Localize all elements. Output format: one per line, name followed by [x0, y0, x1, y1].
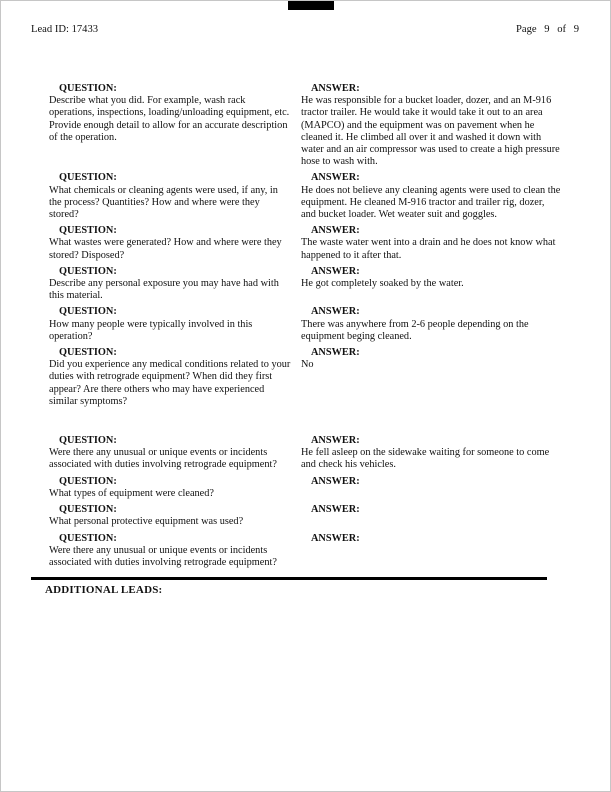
answer-label: ANSWER: [311, 83, 360, 94]
qa-row [49, 347, 561, 408]
question-column [49, 172, 291, 221]
answer-label: ANSWER: [311, 306, 360, 318]
qa-row [49, 476, 561, 500]
question-text: Describe what you did. For example, wash rack operations, inspections, loading/unloading equipment, etc. Provide enough detail to allow for an accurate description of the operation. [49, 95, 290, 143]
answer-column [301, 225, 561, 262]
question-column [49, 83, 291, 168]
question-text: What chemicals or cleaning agents were used, if any, in the process? Quantities? How and where were they stored? [49, 184, 278, 221]
redaction-bar [288, 1, 334, 10]
question-label: QUESTION: [59, 347, 117, 359]
question-text: How many people were typically involved in this operation? [49, 318, 253, 342]
answer-text: He got completely soaked by the water. [301, 278, 464, 290]
question-column [49, 504, 291, 528]
answer-label: ANSWER: [311, 225, 360, 237]
lead-id: Lead ID: 17433 [31, 24, 99, 35]
additional-leads-label: ADDITIONAL LEADS: [45, 584, 163, 596]
answer-label: ANSWER: [311, 172, 360, 184]
answer-column [301, 83, 561, 168]
answer-label: ANSWER: [311, 435, 360, 447]
answer-label: ANSWER: [311, 504, 360, 516]
answer-text: The waste water went into a drain and he does not know what happened to it after that. [301, 237, 556, 261]
qa-row [49, 306, 561, 343]
answer-column [301, 504, 561, 528]
question-column [49, 266, 291, 303]
question-text: Were there any unusual or unique events or incidents associated with duties involving retrograde equipment? [49, 447, 277, 471]
question-text: What personal protective equipment was used? [49, 516, 244, 528]
question-label: QUESTION: [59, 504, 117, 516]
question-label: QUESTION: [59, 172, 117, 184]
question-column [49, 476, 291, 500]
question-text: Were there any unusual or unique events or incidents associated with duties involving retrograde equipment? [49, 544, 277, 568]
qa-row [49, 172, 561, 221]
answer-column [301, 172, 561, 221]
answer-text: No [301, 359, 314, 371]
answer-label: ANSWER: [311, 532, 360, 544]
answer-label: ANSWER: [311, 347, 360, 359]
answer-label: ANSWER: [311, 265, 360, 277]
qa-row [49, 504, 561, 528]
question-label: QUESTION: [59, 83, 117, 94]
question-label: QUESTION: [59, 306, 117, 318]
answer-text: He fell asleep on the sidewake waiting for someone to come and check his vehicles. [301, 447, 550, 471]
question-text: What types of equipment were cleaned? [49, 487, 214, 499]
qa-row [49, 435, 561, 472]
page-header [31, 24, 579, 36]
question-text: Did you experience any medical conditions related to your duties with retrograde equipment? When did they first appear? Are there others who may have experienced similar symptoms? [49, 359, 291, 407]
answer-column [301, 533, 561, 570]
answer-column [301, 266, 561, 303]
question-text: What wastes were generated? How and where were they stored? Disposed? [49, 237, 282, 261]
qa-row [49, 225, 561, 262]
qa-row [49, 533, 561, 570]
answer-label: ANSWER: [311, 475, 360, 487]
answer-column [301, 435, 561, 472]
question-column [49, 306, 291, 343]
question-column [49, 225, 291, 262]
question-column [49, 435, 291, 472]
section-divider [31, 577, 547, 580]
answer-column [301, 306, 561, 343]
question-label: QUESTION: [59, 265, 117, 277]
answer-text: There was anywhere from 2-6 people depending on the equipment beging cleaned. [301, 318, 529, 342]
question-label: QUESTION: [59, 475, 117, 487]
question-column [49, 347, 291, 408]
qa-row [49, 83, 561, 168]
question-label: QUESTION: [59, 532, 117, 544]
answer-text: He was responsible for a bucket loader, dozer, and an M-916 tractor trailer. He would take it would take it out to an area (MAPCO) and the equipment was on pavement when he cleaned it. He climbed all over it and washed it down with water and an air compressor was used to create a high pressure hose to wash with. [301, 95, 560, 168]
answer-text: He does not believe any cleaning agents were used to clean the equipment. He cleaned M-916 tractor and trailer rig, dozer, and bucket loader. Wet weater suit and goggles. [301, 184, 561, 221]
page-number: Page 9 of 9 [516, 24, 579, 35]
question-text: Describe any personal exposure you may have had with this material. [49, 278, 279, 302]
question-label: QUESTION: [59, 435, 117, 447]
question-column [49, 533, 291, 570]
question-label: QUESTION: [59, 225, 117, 237]
qa-section [49, 83, 561, 573]
qa-row [49, 266, 561, 303]
answer-column [301, 476, 561, 500]
answer-column [301, 347, 561, 408]
